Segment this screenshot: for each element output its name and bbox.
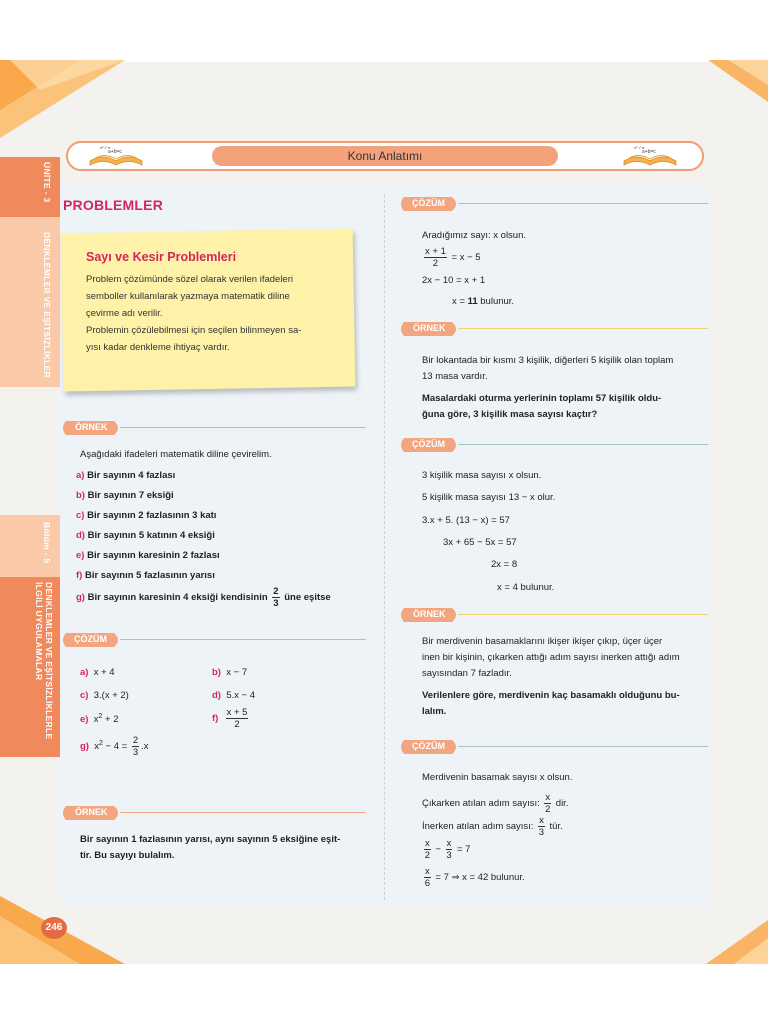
fraction-denominator: 3 bbox=[273, 598, 279, 609]
unit-title: DENKLEMLER VE EŞİTSİZLİKLER bbox=[42, 232, 52, 378]
solution-line bbox=[422, 815, 563, 838]
tag-underline bbox=[458, 328, 708, 329]
solution-expression: x + 4 bbox=[93, 667, 115, 678]
item-letter: d) bbox=[76, 530, 85, 541]
solution-item-a bbox=[80, 667, 115, 678]
solution-line: 5 kişilik masa sayısı 13 − x olur. bbox=[422, 492, 556, 503]
solution-line: x = 4 bulunur. bbox=[497, 582, 555, 593]
solution-line: Aradığımız sayı: x olsun. bbox=[422, 230, 527, 241]
solution-expression: − bbox=[435, 844, 441, 856]
chapter-title-line-1: DENKLEMLER VE EŞİTSİZLİKLERLE bbox=[44, 582, 54, 740]
example-question: ğuna göre, 3 kişilik masa sayısı kaçtır? bbox=[422, 409, 598, 420]
example-text: Bir sayının 1 fazlasının yarısı, aynı sayının 5 eksiğine eşit- bbox=[80, 834, 341, 845]
solution-item-d bbox=[212, 690, 255, 701]
fraction bbox=[132, 735, 139, 758]
header-bar bbox=[66, 141, 704, 171]
solution-expression: x − 7 bbox=[226, 667, 248, 678]
open-book-icon bbox=[86, 143, 146, 169]
example-intro: Aşağıdaki ifadeleri matematik diline çevirelim. bbox=[80, 449, 272, 460]
item-letter: c) bbox=[76, 510, 85, 521]
solution-expression: + 2 bbox=[105, 714, 119, 726]
solution-label: ÇÖZÜM bbox=[412, 741, 445, 751]
fraction bbox=[424, 866, 431, 889]
section-title: PROBLEMLER bbox=[63, 197, 163, 213]
fraction-denominator: 2 bbox=[545, 804, 551, 815]
note-line: semboller kullanılarak yazmaya matematik diline bbox=[86, 291, 290, 302]
fraction-denominator: 3 bbox=[538, 827, 545, 838]
solution-expression: = x − 5 bbox=[451, 252, 481, 264]
fraction-denominator: 3 bbox=[132, 747, 139, 758]
tag-underline bbox=[120, 427, 366, 428]
exponent: 2 bbox=[98, 713, 103, 720]
page-number: 246 bbox=[41, 917, 67, 939]
item-suffix: üne eşitse bbox=[284, 592, 331, 604]
solution-line: 2x − 10 = x + 1 bbox=[422, 275, 486, 286]
example-item bbox=[76, 586, 331, 609]
solution-expression: bulunur. bbox=[480, 296, 515, 307]
item-letter: e) bbox=[76, 550, 85, 561]
note-line: Problemin çözülebilmesi için seçilen bilinmeyen sa- bbox=[86, 325, 302, 336]
svg-text:x² √ π: x² √ π bbox=[100, 145, 111, 150]
example-item bbox=[76, 510, 216, 521]
solution-item-g bbox=[80, 735, 149, 758]
solution-expression: dir. bbox=[555, 798, 569, 810]
chapter-title-line-2: İLGİLİ UYGULAMALAR bbox=[34, 582, 44, 681]
item-letter: a) bbox=[76, 470, 85, 481]
bottom-right-corner-decoration bbox=[706, 920, 768, 964]
solution-expression: = 7 ⇒ x = 42 bulunur. bbox=[435, 872, 525, 884]
fraction bbox=[424, 838, 431, 861]
exponent: 2 bbox=[99, 739, 103, 747]
example-text: Bir merdivenin basamaklarını ikişer ikişer çıkıp, üçer üçer bbox=[422, 636, 663, 647]
column-divider bbox=[384, 195, 385, 900]
solution-line bbox=[422, 838, 470, 861]
example-text: sayısından 7 fazladır. bbox=[422, 668, 512, 679]
fraction-denominator: 3 bbox=[446, 850, 452, 861]
item-letter: b) bbox=[76, 490, 85, 501]
solution-item-b bbox=[212, 667, 247, 678]
solution-item-e bbox=[80, 713, 119, 725]
fraction-numerator: 2 bbox=[273, 586, 279, 597]
svg-text:a+b=c: a+b=c bbox=[108, 149, 122, 155]
example-item bbox=[76, 570, 215, 581]
tag-underline bbox=[458, 444, 708, 445]
example-item bbox=[76, 530, 215, 541]
example-label: ÖRNEK bbox=[75, 422, 108, 432]
fraction bbox=[424, 246, 447, 269]
example-item bbox=[76, 490, 174, 501]
fraction-numerator: 2 bbox=[132, 735, 139, 746]
note-line: çevirme adı verilir. bbox=[86, 308, 163, 319]
solution-expression: 3.(x + 2) bbox=[93, 690, 129, 701]
fraction-denominator: 2 bbox=[432, 258, 439, 269]
item-text: Bir sayının 4 fazlası bbox=[87, 470, 176, 481]
top-left-corner-decoration bbox=[0, 60, 130, 140]
fraction-numerator: x bbox=[545, 792, 551, 803]
item-letter: a) bbox=[80, 667, 89, 678]
fraction-denominator: 2 bbox=[234, 719, 240, 730]
solution-line bbox=[452, 296, 514, 307]
solution-expression: x bbox=[94, 741, 99, 753]
solution-expression: x bbox=[93, 714, 99, 726]
solution-item-f bbox=[212, 707, 250, 730]
fraction bbox=[544, 792, 551, 815]
solution-line: 3 kişilik masa sayısı x olsun. bbox=[422, 470, 542, 481]
example-question: Verilenlere göre, merdivenin kaç basamaklı olduğunu bu- bbox=[422, 690, 680, 701]
example-text: Bir lokantada bir kısmı 3 kişilik, diğerleri 5 kişilik olan toplam bbox=[422, 355, 674, 366]
example-text: inen bir kişinin, çıkarken attığı adım sayısı inerken attığı adım bbox=[422, 652, 680, 663]
fraction bbox=[446, 838, 453, 861]
solution-expression: − 4 = bbox=[105, 741, 128, 753]
fraction-numerator: x bbox=[425, 866, 430, 877]
fraction-numerator: x bbox=[425, 838, 430, 849]
item-text: Bir sayının 7 eksiği bbox=[87, 490, 174, 501]
svg-text:x² √ π: x² √ π bbox=[634, 145, 645, 150]
solution-item-c bbox=[80, 690, 129, 701]
fraction bbox=[226, 707, 249, 730]
solution-expression: .x bbox=[141, 741, 149, 753]
item-letter: f) bbox=[76, 570, 83, 581]
solution-expression: x = bbox=[452, 296, 465, 307]
solution-expression: tür. bbox=[549, 821, 563, 833]
fraction-denominator: 2 bbox=[424, 850, 431, 861]
example-question: Masalardaki oturma yerlerinin toplamı 57 kişilik oldu- bbox=[422, 393, 662, 404]
tag-underline bbox=[120, 639, 366, 640]
item-letter: f) bbox=[212, 713, 219, 725]
item-text: Bir sayının 5 fazlasının yarısı bbox=[84, 570, 215, 581]
tag-underline bbox=[458, 614, 708, 615]
example-label: ÖRNEK bbox=[413, 609, 446, 619]
fraction bbox=[272, 586, 279, 609]
example-item bbox=[76, 470, 175, 481]
svg-text:a+b=c: a+b=c bbox=[642, 149, 656, 155]
example-question: lalım. bbox=[422, 706, 447, 717]
note-title: Sayı ve Kesir Problemleri bbox=[86, 250, 237, 264]
item-letter: g) bbox=[80, 741, 89, 753]
top-right-corner-decoration bbox=[708, 60, 768, 105]
fraction bbox=[538, 815, 545, 838]
answer-value: 11 bbox=[467, 296, 478, 307]
solution-expression: 5.x − 4 bbox=[226, 690, 256, 701]
fraction-numerator: x bbox=[539, 815, 544, 826]
solution-line: 2x = 8 bbox=[491, 559, 518, 570]
example-label: ÖRNEK bbox=[75, 807, 108, 817]
note-line: yısı kadar denkleme ihtiyaç vardır. bbox=[86, 342, 230, 353]
example-text: 13 masa vardır. bbox=[422, 371, 488, 382]
solution-line bbox=[422, 866, 525, 889]
item-letter: e) bbox=[80, 714, 89, 726]
item-text: Bir sayının karesinin 2 fazlası bbox=[87, 550, 220, 561]
tag-underline bbox=[458, 746, 708, 747]
fraction-denominator: 6 bbox=[424, 878, 431, 889]
solution-expression: İnerken atılan adım sayısı: bbox=[422, 821, 534, 833]
fraction-numerator: x + 1 bbox=[425, 246, 446, 257]
solution-label: ÇÖZÜM bbox=[412, 439, 445, 449]
solution-line bbox=[422, 246, 481, 269]
item-text: Bir sayının 5 katının 4 eksiği bbox=[87, 530, 215, 541]
tag-underline bbox=[458, 203, 708, 204]
solution-label: ÇÖZÜM bbox=[74, 634, 107, 644]
chapter-label: Bölüm - 5 bbox=[42, 522, 52, 564]
note-line: Problem çözümünde sözel olarak verilen ifadeleri bbox=[86, 274, 293, 285]
solution-expression: = 7 bbox=[456, 844, 471, 856]
header-title-pill bbox=[212, 146, 558, 166]
item-letter: c) bbox=[80, 690, 89, 701]
solution-line: Merdivenin basamak sayısı x olsun. bbox=[422, 772, 573, 783]
open-book-icon bbox=[620, 143, 680, 169]
example-item bbox=[76, 550, 220, 561]
item-letter: b) bbox=[212, 667, 221, 678]
fraction-numerator: x + 5 bbox=[226, 707, 248, 718]
tag-underline bbox=[120, 812, 366, 813]
fraction-numerator: x bbox=[446, 838, 452, 849]
solution-line: 3.x + 5. (13 − x) = 57 bbox=[422, 515, 510, 526]
item-letter: d) bbox=[212, 690, 221, 701]
example-label: ÖRNEK bbox=[413, 323, 446, 333]
solution-label: ÇÖZÜM bbox=[412, 198, 445, 208]
solution-line bbox=[422, 792, 568, 815]
unit-label: ÜNİTE - 3 bbox=[42, 162, 52, 203]
item-text: Bir sayının 2 fazlasının 3 katı bbox=[87, 510, 217, 521]
item-text: Bir sayının karesinin 4 eksiği kendisinin bbox=[87, 592, 268, 604]
example-text: tir. Bu sayıyı bulalım. bbox=[80, 850, 175, 861]
header-title: Konu Anlatımı bbox=[347, 149, 423, 163]
solution-expression: Çıkarken atılan adım sayısı: bbox=[422, 798, 540, 810]
solution-line: 3x + 65 − 5x = 57 bbox=[443, 537, 517, 548]
item-letter: g) bbox=[76, 592, 85, 604]
